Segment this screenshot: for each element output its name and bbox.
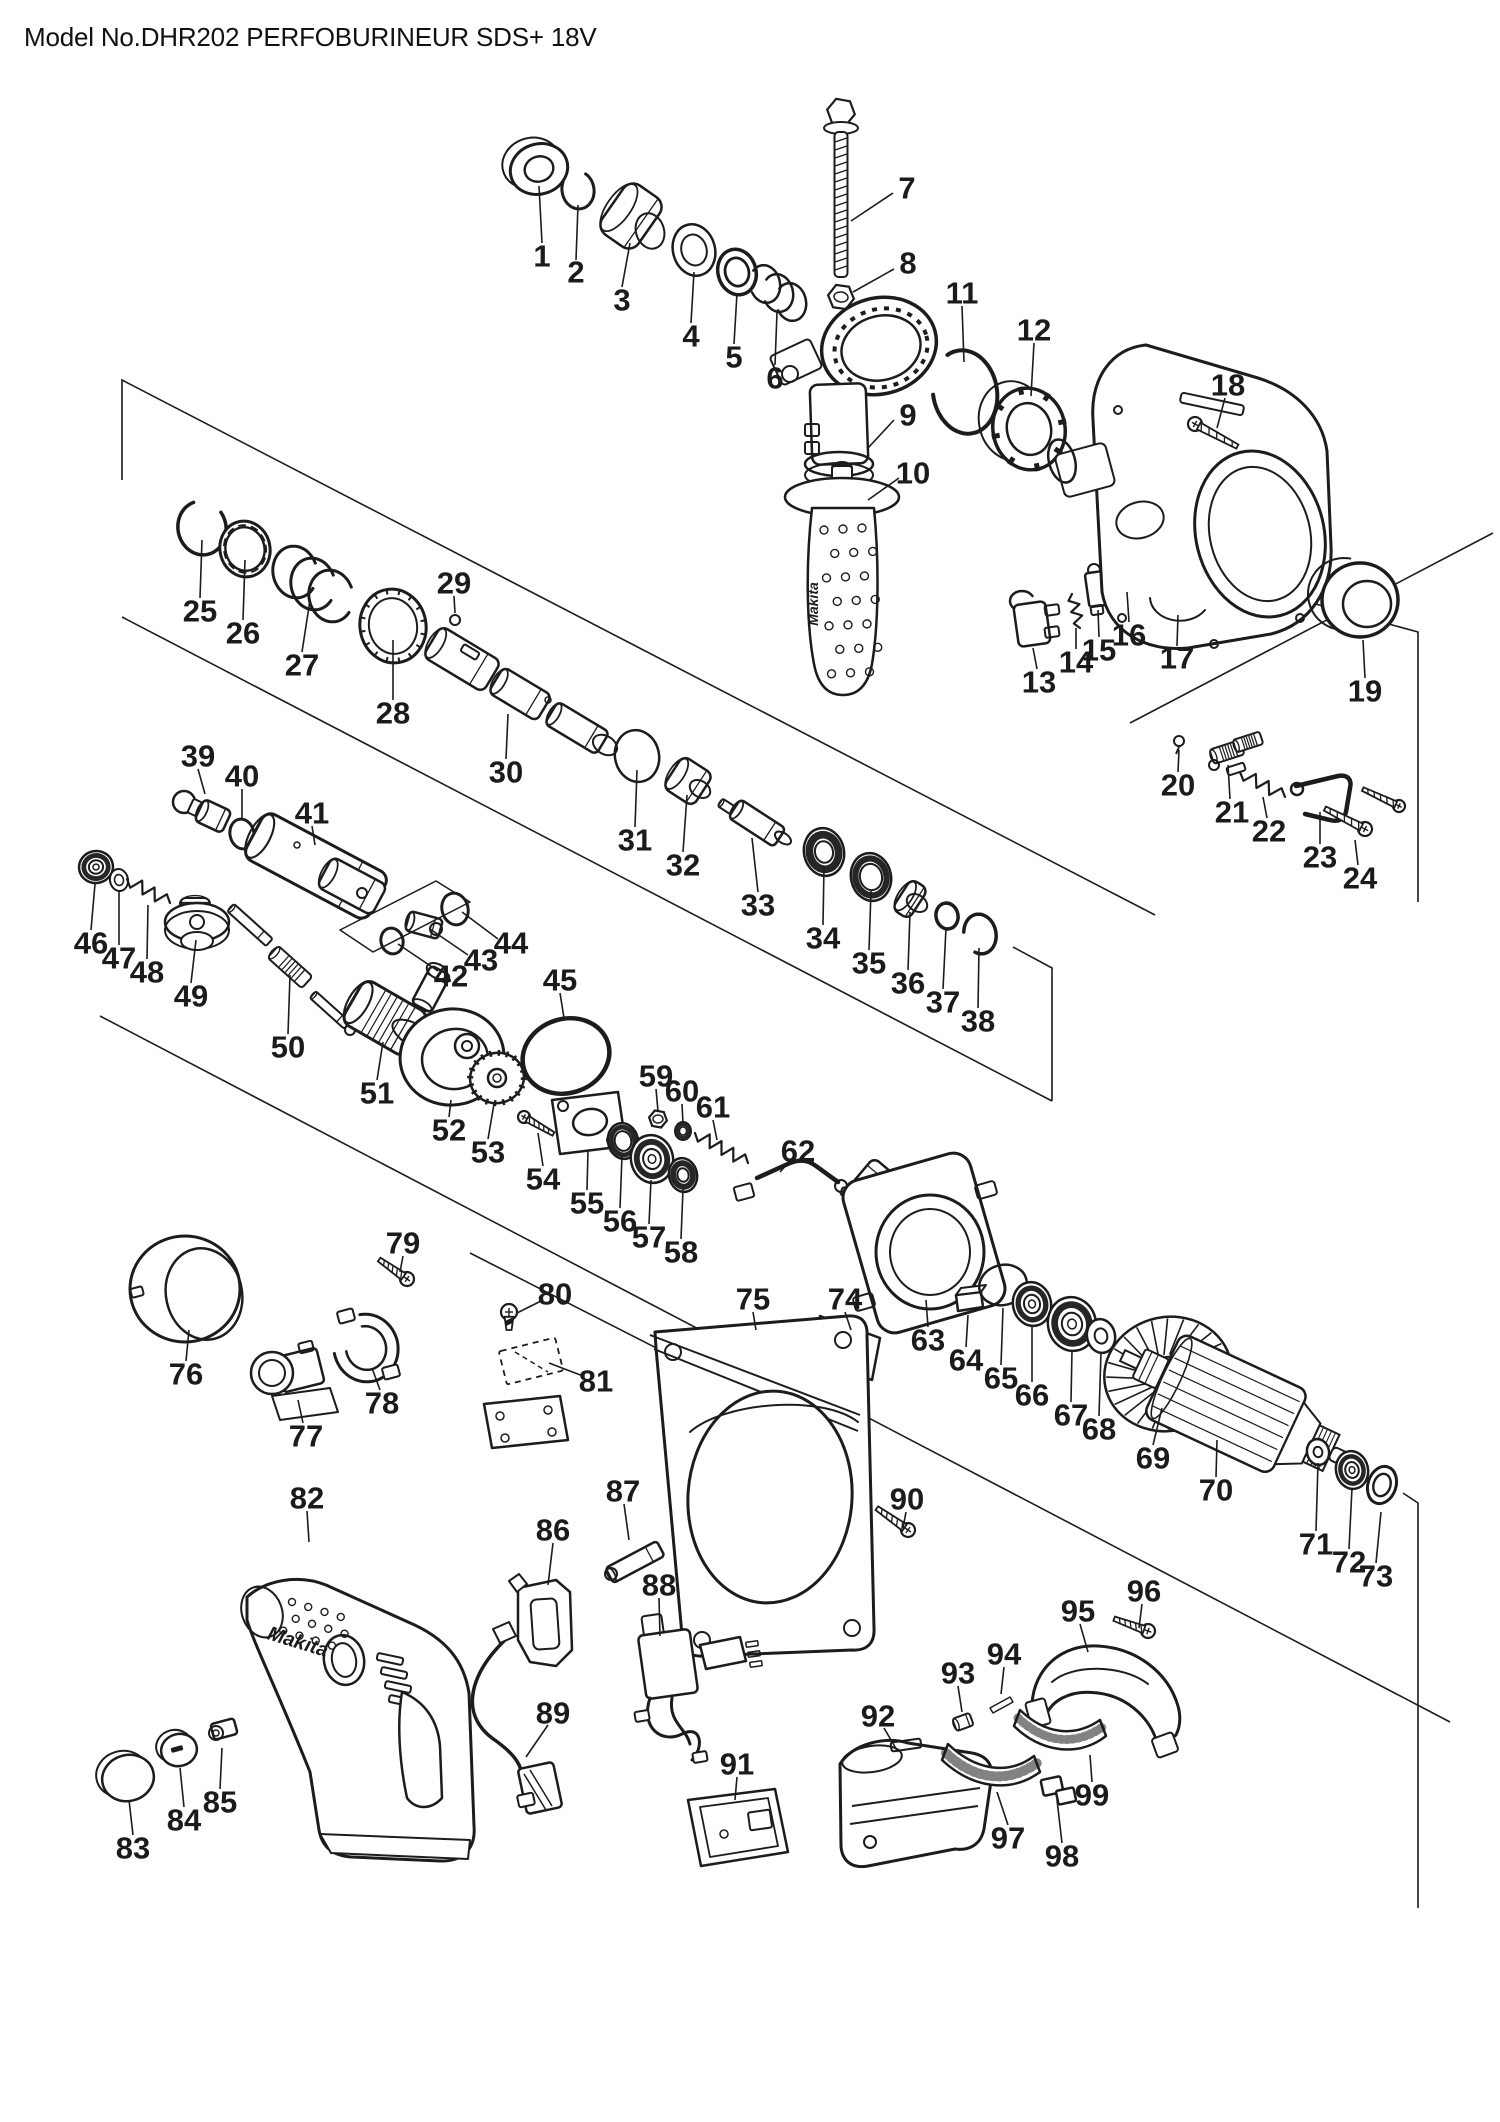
leader-line-58 xyxy=(681,1189,683,1239)
part-75-motor-bracket xyxy=(650,1316,874,1656)
leader-line-43 xyxy=(430,929,468,955)
part-label-95: 95 xyxy=(1060,1593,1096,1629)
part-76-rear-cap xyxy=(130,1236,251,1347)
part-label-75: 75 xyxy=(735,1281,771,1317)
part-label-21: 21 xyxy=(1214,794,1250,830)
brand-logo-text: Makita xyxy=(264,1622,331,1662)
part-42-o-ring xyxy=(378,926,406,957)
part-label-17: 17 xyxy=(1159,640,1195,676)
part-label-62: 62 xyxy=(780,1133,816,1169)
part-label-26: 26 xyxy=(225,615,261,651)
leader-line-36 xyxy=(908,912,910,970)
part-label-44: 44 xyxy=(493,925,529,961)
part-label-7: 7 xyxy=(898,170,916,206)
leader-line-85 xyxy=(220,1748,222,1789)
part-49-bevel-gear xyxy=(165,896,229,950)
part-label-53: 53 xyxy=(470,1134,506,1170)
leader-line-44 xyxy=(462,912,498,939)
part-7-handle-bolt xyxy=(824,99,858,277)
part-99-grip-strip xyxy=(1014,1710,1106,1749)
leader-line-67 xyxy=(1071,1350,1072,1402)
leader-line-51 xyxy=(377,1042,383,1080)
part-86-holder xyxy=(509,1574,572,1666)
part-label-11: 11 xyxy=(945,275,979,311)
part-91-terminal-tray xyxy=(688,1789,788,1866)
part-label-69: 69 xyxy=(1135,1440,1171,1476)
leader-line-71 xyxy=(1316,1463,1318,1531)
part-label-89: 89 xyxy=(535,1695,571,1731)
part-label-64: 64 xyxy=(948,1342,984,1378)
part-label-93: 93 xyxy=(940,1655,976,1691)
part-92-base-cover xyxy=(840,1738,992,1866)
part-label-85: 85 xyxy=(202,1784,238,1820)
part-64-key xyxy=(956,1285,986,1311)
part-label-41: 41 xyxy=(294,795,330,831)
leader-line-8 xyxy=(853,269,894,292)
part-label-74: 74 xyxy=(827,1281,863,1317)
part-77-brush-holder xyxy=(251,1340,338,1420)
part-82-housing-set xyxy=(234,1579,474,1861)
part-63-inner-housing xyxy=(839,1149,1009,1337)
part-label-73: 73 xyxy=(1358,1558,1394,1594)
part-label-72: 72 xyxy=(1331,1544,1367,1580)
leader-line-56 xyxy=(620,1156,622,1208)
part-label-3: 3 xyxy=(613,282,631,318)
part-94-pin xyxy=(990,1697,1013,1713)
part-label-59: 59 xyxy=(638,1058,674,1094)
part-80-screw xyxy=(501,1304,517,1330)
part-label-81: 81 xyxy=(578,1363,614,1399)
leader-line-50 xyxy=(288,975,290,1034)
leader-line-73 xyxy=(1376,1512,1381,1563)
part-45-o-ring-large xyxy=(513,1007,620,1105)
part-5-seal-ring xyxy=(713,245,762,299)
part-24-screws xyxy=(1322,784,1407,839)
part-label-90: 90 xyxy=(889,1481,925,1517)
part-96-screw xyxy=(1112,1612,1157,1640)
part-label-4: 4 xyxy=(682,318,700,354)
part-label-39: 39 xyxy=(180,738,216,774)
leader-line-4 xyxy=(691,272,694,323)
part-61-spring xyxy=(695,1133,748,1163)
part-21-roller-set xyxy=(1208,731,1263,775)
leader-line-57 xyxy=(649,1180,651,1224)
leader-line-25 xyxy=(200,540,202,598)
part-label-70: 70 xyxy=(1198,1472,1234,1508)
part-13-lock-lever xyxy=(1010,591,1060,647)
leader-line-37 xyxy=(943,928,946,989)
page-title: Model No.DHR202 PERFOBURINEUR SDS+ 18V xyxy=(24,22,597,52)
part-label-10: 10 xyxy=(895,455,931,491)
leader-line-19 xyxy=(1363,640,1365,678)
leader-line-86 xyxy=(548,1543,553,1585)
part-84-button xyxy=(152,1726,200,1770)
part-label-71: 71 xyxy=(1298,1526,1334,1562)
part-98-clip xyxy=(1041,1776,1077,1805)
leader-line-9 xyxy=(868,420,894,448)
part-4-ring xyxy=(667,219,721,280)
part-label-63: 63 xyxy=(910,1322,946,1358)
part-label-61: 61 xyxy=(695,1089,731,1125)
part-label-91: 91 xyxy=(719,1746,755,1782)
part-37-o-ring xyxy=(934,901,961,931)
part-2-snap-ring xyxy=(562,174,594,209)
part-29-steel-ball xyxy=(450,615,460,625)
leader-line-34 xyxy=(823,866,824,925)
part-label-32: 32 xyxy=(665,847,701,883)
part-label-8: 8 xyxy=(899,245,917,281)
part-59-nut xyxy=(649,1111,667,1128)
part-38-snap-ring xyxy=(964,914,996,954)
leader-line-88 xyxy=(659,1598,660,1636)
part-label-66: 66 xyxy=(1014,1377,1050,1413)
part-22-spring xyxy=(1240,772,1285,797)
part-label-25: 25 xyxy=(182,593,218,629)
leader-line-11 xyxy=(962,306,964,362)
leader-line-82 xyxy=(307,1511,309,1542)
part-label-65: 65 xyxy=(983,1360,1019,1396)
part-label-84: 84 xyxy=(166,1802,202,1838)
part-label-45: 45 xyxy=(542,962,578,998)
leader-line-87 xyxy=(624,1504,629,1540)
part-label-77: 77 xyxy=(288,1418,324,1454)
leader-line-65 xyxy=(1001,1308,1003,1365)
part-label-83: 83 xyxy=(115,1830,151,1866)
leader-line-55 xyxy=(587,1150,588,1190)
part-label-82: 82 xyxy=(289,1480,325,1516)
part-85-clip xyxy=(209,1718,238,1740)
leader-line-31 xyxy=(635,770,637,827)
leader-line-46 xyxy=(91,884,95,930)
part-6-wave-springs xyxy=(752,265,806,321)
part-label-23: 23 xyxy=(1302,839,1338,875)
part-50-countershaft xyxy=(227,903,355,1035)
part-label-35: 35 xyxy=(851,945,887,981)
part-label-15: 15 xyxy=(1081,632,1117,668)
part-label-37: 37 xyxy=(925,984,961,1020)
part-label-42: 42 xyxy=(433,958,469,994)
leader-line-2 xyxy=(576,205,578,260)
part-label-24: 24 xyxy=(1342,860,1378,896)
part-label-80: 80 xyxy=(537,1276,573,1312)
part-83-cap xyxy=(91,1745,159,1807)
part-label-40: 40 xyxy=(224,758,260,794)
part-label-20: 20 xyxy=(1160,767,1196,803)
part-label-57: 57 xyxy=(631,1219,667,1255)
group-boundary-line xyxy=(1013,947,1052,1101)
part-label-88: 88 xyxy=(641,1567,677,1603)
brand-logo-text: Makita xyxy=(805,582,821,626)
part-label-76: 76 xyxy=(168,1356,204,1392)
part-label-98: 98 xyxy=(1044,1838,1080,1874)
leader-line-72 xyxy=(1349,1488,1352,1549)
part-78-brush-holder-cap xyxy=(334,1308,400,1382)
leader-line-42 xyxy=(398,944,438,971)
part-39-piston-joint xyxy=(173,791,232,833)
part-93-pellet xyxy=(951,1713,973,1732)
part-60-washer xyxy=(675,1122,691,1140)
part-label-5: 5 xyxy=(725,339,743,375)
part-14-spring xyxy=(1069,594,1083,628)
part-label-78: 78 xyxy=(364,1385,400,1421)
part-label-12: 12 xyxy=(1016,312,1052,348)
part-81-controller xyxy=(484,1337,568,1448)
part-label-54: 54 xyxy=(525,1161,561,1197)
part-54-screw xyxy=(516,1109,557,1139)
part-48-spring xyxy=(127,879,170,903)
part-label-47: 47 xyxy=(101,940,137,976)
part-label-58: 58 xyxy=(663,1234,699,1270)
leader-line-68 xyxy=(1099,1352,1101,1416)
part-label-79: 79 xyxy=(385,1225,421,1261)
part-label-94: 94 xyxy=(986,1636,1022,1672)
leader-line-84 xyxy=(180,1768,184,1807)
part-label-52: 52 xyxy=(431,1112,467,1148)
part-label-67: 67 xyxy=(1053,1397,1089,1433)
part-label-68: 68 xyxy=(1081,1411,1117,1447)
part-label-34: 34 xyxy=(805,920,841,956)
part-label-36: 36 xyxy=(890,965,926,1001)
part-label-13: 13 xyxy=(1021,664,1057,700)
part-label-33: 33 xyxy=(740,887,776,923)
leader-line-33 xyxy=(752,838,758,892)
part-label-1: 1 xyxy=(533,238,551,274)
part-label-46: 46 xyxy=(73,925,109,961)
part-label-92: 92 xyxy=(860,1698,896,1734)
part-label-2: 2 xyxy=(567,254,585,290)
part-label-48: 48 xyxy=(129,954,165,990)
part-label-16: 16 xyxy=(1111,617,1147,653)
leader-line-3 xyxy=(622,243,630,287)
part-label-28: 28 xyxy=(375,695,411,731)
part-label-99: 99 xyxy=(1074,1777,1110,1813)
part-label-56: 56 xyxy=(602,1203,638,1239)
part-label-31: 31 xyxy=(617,822,653,858)
part-27-ring-springs xyxy=(273,546,352,622)
part-label-6: 6 xyxy=(766,360,784,396)
part-label-87: 87 xyxy=(605,1473,641,1509)
part-33-striker-pin xyxy=(717,798,793,847)
part-label-38: 38 xyxy=(960,1003,996,1039)
leader-line-70 xyxy=(1216,1440,1217,1477)
leader-line-5 xyxy=(734,293,737,344)
leader-line-32 xyxy=(683,795,687,852)
part-10-side-handle-grip xyxy=(785,462,899,695)
part-label-22: 22 xyxy=(1251,813,1287,849)
part-label-86: 86 xyxy=(535,1512,571,1548)
part-label-19: 19 xyxy=(1347,673,1383,709)
part-label-55: 55 xyxy=(569,1185,605,1221)
leader-line-7 xyxy=(851,193,893,221)
leader-line-48 xyxy=(147,905,148,959)
part-label-9: 9 xyxy=(899,397,917,433)
part-label-51: 51 xyxy=(359,1075,395,1111)
part-label-50: 50 xyxy=(270,1029,306,1065)
leader-line-98 xyxy=(1057,1800,1062,1843)
part-label-60: 60 xyxy=(664,1073,700,1109)
leader-line-30 xyxy=(506,714,508,759)
part-label-27: 27 xyxy=(284,647,320,683)
part-label-30: 30 xyxy=(488,754,524,790)
part-label-49: 49 xyxy=(173,978,209,1014)
leader-line-38 xyxy=(978,948,979,1008)
leader-line-6 xyxy=(775,312,777,365)
part-30-spindle xyxy=(420,624,621,759)
part-label-97: 97 xyxy=(990,1820,1026,1856)
part-label-43: 43 xyxy=(463,942,499,978)
part-label-29: 29 xyxy=(436,565,472,601)
part-label-14: 14 xyxy=(1058,644,1094,680)
part-label-96: 96 xyxy=(1126,1573,1162,1609)
part-label-18: 18 xyxy=(1210,367,1246,403)
part-3-front-hub xyxy=(592,176,669,253)
